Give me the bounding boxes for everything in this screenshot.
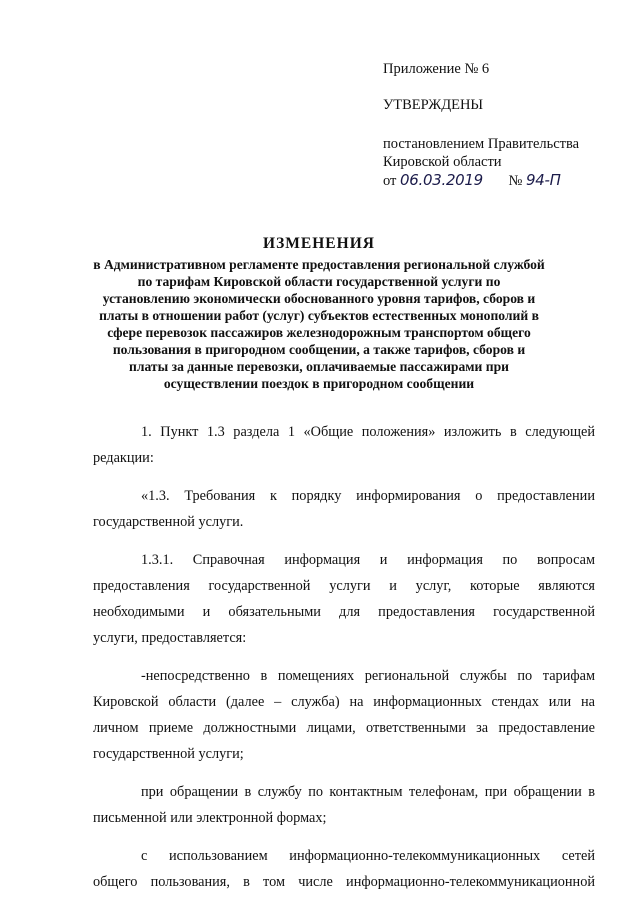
handwritten-number: 94-П [526,171,561,189]
paragraph-4 [93,663,595,767]
text-line: личном приеме должностными лицами, ответственными за предоставление [93,720,595,736]
paragraph-1 [93,419,595,471]
text-line: -непосредственно в помещениях региональной службы по тарифам [141,668,595,684]
text-line: услуги, предоставляется: [93,630,247,646]
text-line: 1. Пункт 1.3 раздела 1 «Общие положения» изложить в следующей [141,424,595,440]
heading-title: ИЗМЕНЕНИЯ [263,235,375,252]
number-prefix: № [508,173,523,189]
subtitle-line: сфере перевозок пассажиров железнодорожным транспортом общего [107,325,531,340]
text-line: Кировской области (далее – служба) на информационных стендах или на [93,694,595,710]
subtitle-line: пользования в пригородном сообщении, а также тарифов, сборов и [112,342,526,357]
heading-subtitle [85,256,553,392]
paragraph-2 [93,483,595,535]
subtitle-line: в Административном регламенте предоставления региональной службой [93,257,545,272]
text-line: редакции: [93,450,154,466]
text-line: письменной или электронной формах; [93,810,327,826]
paragraph-5 [93,779,595,831]
text-line: общего пользования, в том числе информационно-телекоммуникационной [93,874,595,890]
appendix-label: Приложение № 6 [383,61,490,77]
subtitle-line: платы за данные перевозки, оплачиваемые пассажирами при [129,359,509,374]
subtitle-line: по тарифам Кировской области государственной услуги по [137,274,501,289]
decree-line-2: Кировской области [383,154,502,170]
document-body [93,419,595,905]
text-line: при обращении в службу по контактным телефонам, при обращении в [141,784,595,800]
text-line: 1.3.1. Справочная информация и информация по вопросам [141,552,595,568]
date-prefix: от [383,173,397,189]
subtitle-line: платы в отношении работ (услуг) субъектов естественных монополий в [99,308,539,323]
text-line: государственной услуги. [93,514,244,530]
approved-label: УТВЕРЖДЕНЫ [383,97,484,113]
decree-line-1: постановлением Правительства [383,136,580,152]
subtitle-line: осуществлении поездок в пригородном сообщении [163,376,475,391]
text-line: «1.3. Требования к порядку информирования о предоставлении [141,488,595,504]
subtitle-line: установлению экономически обоснованного уровня тарифов, сборов и [102,291,536,306]
decree-date-line [383,171,613,190]
paragraph-6 [93,843,595,895]
text-line: с использованием информационно-телекоммуникационных сетей [141,848,595,864]
paragraph-3 [93,547,595,651]
document-heading [85,234,553,392]
text-line: государственной услуги; [93,746,244,762]
text-line: необходимыми и обязательными для предоставления государственной [93,604,595,620]
approval-block [383,60,613,190]
text-line: предоставления государственной услуги и услуг, которые являются [93,578,595,594]
handwritten-date: 06.03.2019 [400,171,483,189]
